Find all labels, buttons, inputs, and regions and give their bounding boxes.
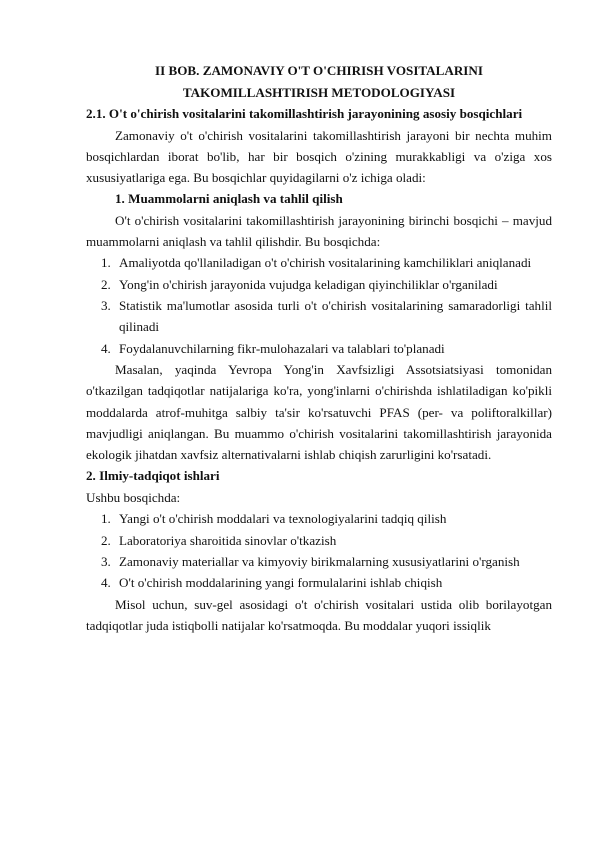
list-item-text: Yong'in o'chirish jarayonida vujudga keladigan qiyinchiliklar o'rganiladi	[119, 276, 498, 292]
chapter-title	[86, 60, 552, 103]
list-item-number: 2.	[101, 276, 111, 292]
list-item-text: Foydalanuvchilarning fikr-mulohazalari va talablari to'planadi	[119, 340, 445, 356]
list-item	[86, 338, 552, 359]
list-item-number: 4.	[101, 340, 111, 356]
list-item	[86, 551, 552, 572]
list-item-text: Zamonaviy materiallar va kimyoviy birikmalarning xususiyatlarini o'rganish	[119, 554, 520, 570]
list-item	[86, 274, 552, 295]
list-item-number: 1.	[101, 511, 111, 527]
list-item-text: Laboratoriya sharoitida sinovlar o'tkazish	[119, 532, 337, 548]
stage1-heading: 1. Muammolarni aniqlash va tahlil qilish	[115, 191, 343, 207]
list-item	[86, 530, 552, 551]
list-item-text: Amaliyotda qo'llaniladigan o't o'chirish vositalarining kamchiliklari aniqlanadi	[119, 255, 532, 271]
intro-paragraph: Zamonaviy o't o'chirish vositalarini takomillashtirish jarayoni bir nechta muhim bosqichlardan iborat bo'lib, har bir bosqich o'zining murakkabligi va o'ziga xos xususiyatlariga ega. Bu bosqichlar quyidagilarni o'z ichiga oladi:	[86, 127, 552, 186]
stage1-example-paragraph: Masalan, yaqinda Yevropa Yong'in Xavfsizligi Assotsiatsiyasi tomonidan o'tkazilgan tadqiqotlar natijalariga ko'ra, yong'inlarni o'chirishda ishlatiladigan ko'pikli moddalarda atrof-muhitga salbiy ta'sir ko'rsatuvchi PFAS (per- va poliftoralkillar) mavjudligi aniqlangan. Bu muammo o'chirish vositalarini takomillashtirish jarayonida ekologik jihatdan xavfsiz alternativalarni ishlab chiqish zarurligini ko'rsatadi.	[86, 361, 552, 463]
list-item-number: 3.	[101, 554, 111, 570]
stage1-list	[86, 252, 552, 358]
list-item-number: 4.	[101, 575, 111, 591]
stage2-example-paragraph: Misol uchun, suv-gel asosidagi o't o'chirish vositalari ustida olib borilayotgan tadqiqotlar juda istiqbolli natijalar ko'rsatmoqda. Bu moddalar yuqori issiqlik	[86, 596, 552, 633]
list-item-text: Statistik ma'lumotlar asosida turli o't o'chirish vositalarining samaradorligi tahlil qilinadi	[119, 298, 552, 335]
list-item	[86, 252, 552, 273]
document-content	[86, 60, 552, 636]
stage2-lead: Ushbu bosqichda:	[86, 489, 181, 505]
list-item-number: 2.	[101, 532, 111, 548]
section-heading: 2.1. O't o'chirish vositalarini takomillashtirish jarayonining asosiy bosqichlari	[86, 106, 523, 121]
stage1-paragraph: O't o'chirish vositalarini takomillashtirish jarayonining birinchi bosqichi – mavjud muammolarni aniqlash va tahlil qilishdir. Bu bosqichda:	[86, 212, 552, 250]
list-item-text: Yangi o't o'chirish moddalari va texnologiyalarini tadqiq qilish	[119, 511, 447, 527]
stage2-list	[86, 508, 552, 593]
list-item	[86, 295, 552, 338]
list-item-number: 3.	[101, 298, 111, 314]
stage2-heading: 2. Ilmiy-tadqiqot ishlari	[86, 468, 220, 484]
chapter-title-line2: TAKOMILLASHTIRISH METODOLOGIYASI	[182, 84, 456, 100]
chapter-title-line1: II BOB. ZAMONAVIY O'T O'CHIRISH VOSITALARINI	[155, 63, 483, 78]
list-item-text: O't o'chirish moddalarining yangi formulalarini ishlab chiqish	[119, 575, 443, 591]
list-item	[86, 572, 552, 593]
list-item	[86, 508, 552, 529]
list-item-number: 1.	[101, 255, 111, 271]
